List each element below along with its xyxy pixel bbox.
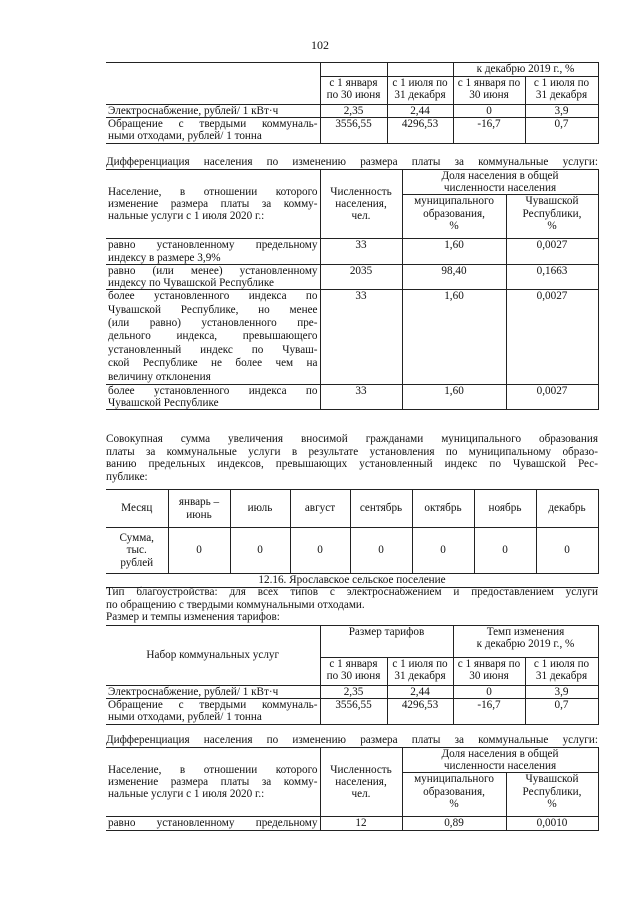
service-name: Электроснабжение, рублей/ 1 кВт·ч <box>106 686 320 699</box>
month-header: сентябрь <box>350 490 412 528</box>
month-header: октябрь <box>412 490 474 528</box>
republic-share: 0,1663 <box>506 264 598 289</box>
table-row <box>106 239 598 264</box>
paragraph-line: публике: <box>106 470 148 483</box>
count-header <box>320 748 402 817</box>
page-number: 102 <box>311 38 329 52</box>
count-header <box>320 170 402 239</box>
header-line: чел. <box>351 210 371 223</box>
period-header: с 1 июля по 31 декабря <box>387 77 453 105</box>
category-line: величину отклонения <box>108 370 211 383</box>
population-category <box>106 239 320 264</box>
header-line: Население, в отношении которого <box>108 185 318 198</box>
header-line: муниципального <box>414 195 494 208</box>
republic-share: 0,0027 <box>506 290 598 385</box>
month-header: июль <box>230 490 290 528</box>
header-line: к декабрю 2019 г., % <box>476 638 575 651</box>
month-header: ноябрь <box>474 490 536 528</box>
category-line: равно установленному предельному <box>108 239 318 252</box>
rate-value: -16,7 <box>453 699 525 724</box>
sum-value: 0 <box>474 528 536 574</box>
population-category: равно установленному предельному <box>106 817 320 830</box>
header-line: Численность <box>330 185 392 198</box>
service-name <box>106 118 320 143</box>
header-line: % <box>547 219 557 232</box>
republic-share: 0,0010 <box>506 817 598 830</box>
table-row <box>106 290 598 385</box>
population-count: 33 <box>320 239 402 264</box>
period-header: с 1 июля по 31 декабря <box>525 77 598 105</box>
tariff-value: 2,44 <box>387 686 453 699</box>
service-name-line: Обращение с твердыми коммуналь- <box>108 699 318 712</box>
month-header: август <box>290 490 350 528</box>
paragraph-line: по обращению с твердыми коммунальными отходами. <box>106 598 365 611</box>
rate-value: 0,7 <box>525 699 598 724</box>
sum-value: 0 <box>230 528 290 574</box>
paragraph-line: Тип благоустройства: для всех типов с электроснабжением и предоставлением услуги <box>106 586 598 598</box>
table-row <box>106 686 598 699</box>
sum-value: 0 <box>536 528 598 574</box>
population-category <box>106 264 320 289</box>
tariffs-title: Размер и темпы изменения тарифов: <box>106 611 280 624</box>
diff-title <box>106 156 598 169</box>
municipal-share: 0,89 <box>402 817 506 830</box>
header-line: Темп изменения <box>486 626 565 638</box>
diff-title-bottom <box>106 734 598 747</box>
label-line: Сумма, <box>119 532 154 545</box>
paragraph-line: платы за коммунальные услуги в результате установления по муниципальному образо- <box>106 445 598 458</box>
label-line: тыс. <box>126 544 147 557</box>
tariff-value: 2,35 <box>320 105 387 118</box>
tariff-value: 2,35 <box>320 686 387 699</box>
category-line: равно (или менее) установленному <box>108 264 318 277</box>
municipal-share: 1,60 <box>402 290 506 385</box>
header-line: июнь <box>186 508 212 521</box>
tariff-size-header: Размер тарифов <box>320 626 453 658</box>
rate-value: 0 <box>453 686 525 699</box>
sum-value: 0 <box>412 528 474 574</box>
tariff-value: 4296,53 <box>387 699 453 724</box>
header-line: Республики, <box>522 207 582 220</box>
header-line: чел. <box>351 788 371 801</box>
header-line: Республики, <box>522 785 582 798</box>
population-category <box>106 385 320 410</box>
service-name <box>106 699 320 724</box>
population-count: 33 <box>320 385 402 410</box>
month-header <box>168 490 230 528</box>
intro-paragraph <box>106 586 598 624</box>
population-count: 33 <box>320 290 402 385</box>
header-line: Чувашской <box>525 773 579 786</box>
period-header: с 1 января по 30 июня <box>453 77 525 105</box>
table-row <box>106 264 598 289</box>
service-name-line: ными отходами, рублей/ 1 тонна <box>108 130 262 143</box>
paragraph-line: Совокупная сумма увеличения вносимой гражданами муниципального образования <box>106 433 598 445</box>
month-header: декабрь <box>536 490 598 528</box>
category-line: более установленного индекса по <box>108 290 318 303</box>
tariff-value: 2,44 <box>387 105 453 118</box>
header-line: населения, <box>335 198 387 211</box>
diff-title-text: Дифференциация населения по изменению размера платы за коммунальные услуги: <box>106 734 598 746</box>
month-header: Месяц <box>106 490 168 528</box>
table-row <box>106 385 598 410</box>
municipal-share: 98,40 <box>402 264 506 289</box>
population-count: 12 <box>320 817 402 830</box>
category-line: Чувашской Республике, но менее <box>108 303 318 316</box>
population-category <box>106 290 320 385</box>
services-header: Набор коммунальных услуг <box>106 626 320 686</box>
population-header <box>106 170 320 239</box>
rate-value: 3,9 <box>525 105 598 118</box>
differentiation-table-bottom <box>106 747 599 831</box>
category-line: Чувашской Республике <box>108 397 219 410</box>
monthly-sum-table <box>106 489 599 574</box>
municipal-header <box>402 773 506 817</box>
table-row <box>106 528 598 574</box>
municipal-header <box>402 195 506 239</box>
header-line: январь – <box>178 496 220 509</box>
rate-value: -16,7 <box>453 118 525 143</box>
header-line: муниципального <box>414 773 494 786</box>
service-name-line: ными отходами, рублей/ 1 тонна <box>108 711 262 724</box>
municipal-share: 1,60 <box>402 385 506 410</box>
header-line: нальные услуги с 1 июля 2020 г.: <box>108 788 265 801</box>
rate-value: 0 <box>453 105 525 118</box>
category-line: дельного индекса, превышающего <box>108 330 318 343</box>
differentiation-table-top <box>106 169 599 410</box>
population-count: 2035 <box>320 264 402 289</box>
header-line: Численность <box>330 763 392 776</box>
period-header: с 1 января по 30 июня <box>320 658 387 686</box>
header-line: численности населения <box>443 182 557 195</box>
header-line: образования, <box>423 785 485 798</box>
sum-value: 0 <box>350 528 412 574</box>
sum-value: 0 <box>168 528 230 574</box>
population-header <box>106 748 320 817</box>
service-name-line: Обращение с твердыми коммуналь- <box>108 118 318 131</box>
category-line: (или равно) установленного пре- <box>108 317 318 330</box>
header-line: населения, <box>335 776 387 789</box>
header-line: Чувашской <box>525 195 579 208</box>
category-line: индексу по Чувашской Республике <box>108 277 274 290</box>
rate-header-tail: к декабрю 2019 г., % <box>453 63 598 77</box>
diff-title-text: Дифференциация населения по изменению размера платы за коммунальные услуги: <box>106 156 598 168</box>
header-line: Доля населения в общей <box>441 748 559 760</box>
service-name: Электроснабжение, рублей/ 1 кВт·ч <box>106 105 320 118</box>
tariff-table-top <box>106 62 599 144</box>
header-line: нальные услуги с 1 июля 2020 г.: <box>108 210 265 223</box>
header-line: образования, <box>423 207 485 220</box>
period-header: с 1 июля по 31 декабря <box>387 658 453 686</box>
category-line: индексу в размере 3,9% <box>108 251 221 264</box>
paragraph-line: ванию предельных индексов, превышающих установленный индекс по Чувашской Рес- <box>106 458 598 471</box>
header-line: численности населения <box>443 760 557 773</box>
table-row <box>106 817 598 830</box>
table-row <box>106 699 598 724</box>
rate-header <box>453 626 598 658</box>
republic-share: 0,0027 <box>506 239 598 264</box>
tariff-value: 4296,53 <box>387 118 453 143</box>
republic-share: 0,0027 <box>506 385 598 410</box>
sum-label <box>106 528 168 574</box>
tariff-value: 3556,55 <box>320 118 387 143</box>
header-line: % <box>547 797 557 810</box>
period-header: с 1 января по 30 июня <box>320 77 387 105</box>
header-line: изменение размера платы за комму- <box>108 198 318 211</box>
rate-value: 3,9 <box>525 686 598 699</box>
share-header <box>402 170 598 195</box>
sum-paragraph <box>106 433 598 483</box>
category-line: установленный индекс по Чуваш- <box>108 343 318 356</box>
header-line: изменение размера платы за комму- <box>108 776 318 789</box>
sum-value: 0 <box>290 528 350 574</box>
share-header <box>402 748 598 773</box>
section-title: 12.16. Ярославское сельское поселение <box>106 573 598 588</box>
period-header: с 1 января по 30 июня <box>453 658 525 686</box>
header-line: Доля населения в общей <box>441 170 559 182</box>
header-line: % <box>449 219 459 232</box>
chuvash-header <box>506 773 598 817</box>
tariff-table-bottom <box>106 625 599 725</box>
header-line: Население, в отношении которого <box>108 763 318 776</box>
category-line: более установленного индекса по <box>108 385 318 398</box>
table-row <box>106 105 598 118</box>
header-line: % <box>449 797 459 810</box>
municipal-share: 1,60 <box>402 239 506 264</box>
category-line: ской Республике не более чем на <box>108 357 318 370</box>
chuvash-header <box>506 195 598 239</box>
rate-value: 0,7 <box>525 118 598 143</box>
tariff-value: 3556,55 <box>320 699 387 724</box>
label-line: рублей <box>120 556 154 569</box>
period-header: с 1 июля по 31 декабря <box>525 658 598 686</box>
table-row <box>106 118 598 143</box>
